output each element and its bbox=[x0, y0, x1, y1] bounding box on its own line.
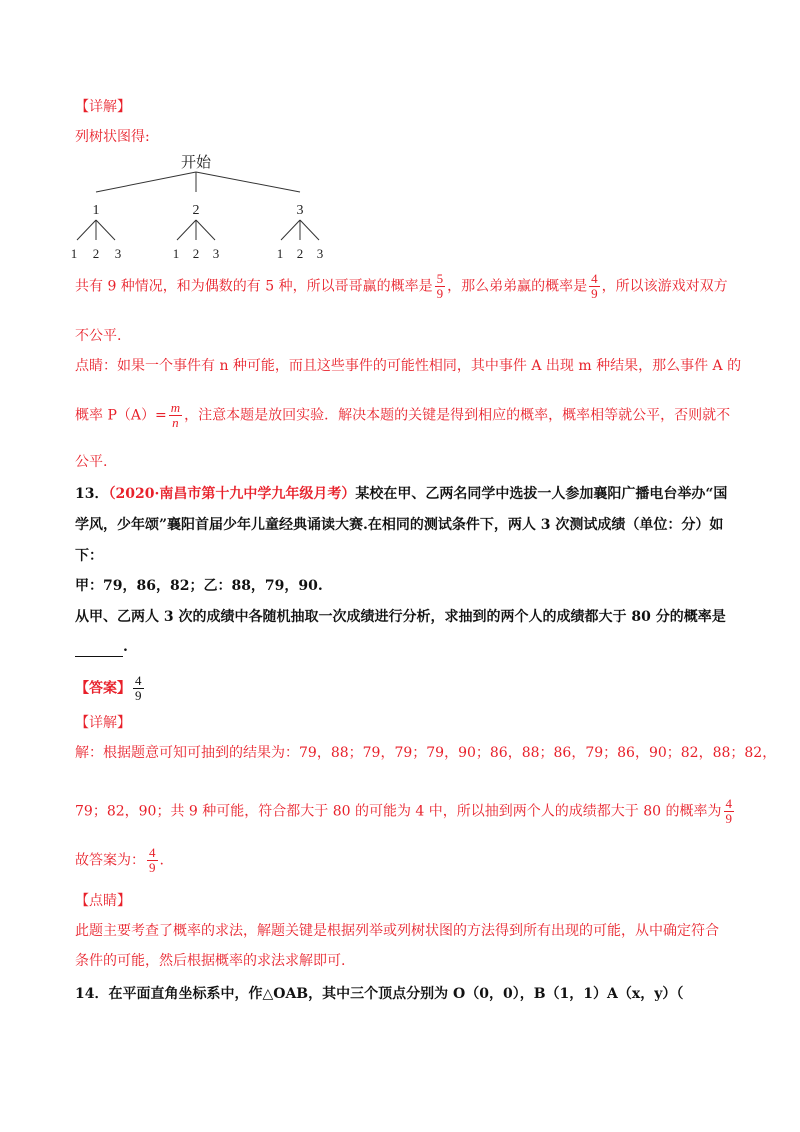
fraction-4-9: $\frac{4}{9}$ bbox=[149, 845, 156, 875]
para-text: ，那么弟弟赢的概率是 bbox=[447, 278, 588, 295]
detail-text: 79；82，90；共 9 种可能，符合都大于 80 的可能为 4 中，所以抽到两个人的成绩都大于 80 的概率为 bbox=[75, 803, 722, 820]
tree-edge bbox=[96, 172, 196, 192]
fraction-5-9: $\frac{5}{9}$ bbox=[436, 271, 444, 301]
tree-edge bbox=[281, 220, 300, 240]
tree-intro: 列树状图得: bbox=[75, 129, 150, 145]
tree-leaf: 1 bbox=[172, 246, 180, 261]
para-text: 共有 9 种情况，和为偶数的有 5 种，所以哥哥赢的概率是 bbox=[75, 278, 433, 295]
question-number: 13． bbox=[75, 486, 109, 502]
tip-heading: 【点睛】 bbox=[75, 893, 131, 909]
question-scores: 甲：79，86，82；乙：88，79，90. bbox=[75, 578, 323, 594]
fraction-4-9: $\frac{4}{9}$ bbox=[591, 271, 598, 301]
tree-edge bbox=[177, 220, 196, 240]
tree-root: 开始 bbox=[180, 155, 212, 171]
question-text: 学风，少年颂”襄阳首届少年儿童经典诵读大赛.在相同的测试条件下，两人 3 次测试成绩（单位：分）如 bbox=[75, 517, 724, 533]
tip-line: 条件的可能，然后根据概率的求法求解即可. bbox=[75, 953, 346, 969]
question-text: 从甲、乙两人 3 次的成绩中各随机抽取一次成绩进行分析，求抽到的两个人的成绩都大于 80 分的概率是 bbox=[75, 609, 726, 625]
answer-blank-line: . bbox=[75, 637, 128, 657]
tree-leaf: 2 bbox=[296, 246, 304, 261]
tip-text: ，注意本题是放回实验．解决本题的关键是得到相应的概率，概率相等就公平，否则就不 bbox=[184, 407, 731, 424]
detail-heading: 【详解】 bbox=[75, 99, 131, 115]
tree-leaf: 3 bbox=[212, 246, 220, 261]
tip-line: 点睛：如果一个事件有 n 种可能，而且这些事件的可能性相同，其中事件 A 出现 m 种结果，那么事件 A 的 bbox=[75, 358, 742, 374]
probability-paragraph bbox=[75, 272, 728, 301]
fraction-4-9: $\frac{4}{9}$ bbox=[725, 796, 732, 826]
answer-blank bbox=[75, 642, 123, 657]
question-13-line bbox=[75, 484, 727, 504]
answer-fraction: $\frac{4}{9}$ bbox=[135, 673, 142, 703]
tree-edge bbox=[96, 220, 115, 240]
detail-heading: 【详解】 bbox=[75, 715, 131, 731]
tree-edge bbox=[196, 220, 215, 240]
tip-line: 此题主要考查了概率的求法，解题关键是根据列举或列树状图的方法得到所有出现的可能，从中确定符合 bbox=[75, 923, 719, 939]
tree-node-1: 1 bbox=[92, 203, 100, 218]
para-text: ，所以该游戏对双方 bbox=[601, 278, 728, 295]
tree-leaf: 1 bbox=[70, 246, 78, 261]
tree-leaf: 2 bbox=[192, 246, 200, 261]
question-text: 某校在甲、乙两名同学中选拔一人参加襄阳广播电台举办“国 bbox=[355, 486, 728, 502]
tree-node-3: 3 bbox=[296, 203, 304, 218]
tree-leaf: 1 bbox=[276, 246, 284, 261]
tree-leaf: 3 bbox=[114, 246, 122, 261]
answer-label: 【答案】 bbox=[75, 680, 131, 697]
tip-line: 公平. bbox=[75, 454, 108, 470]
tree-edge bbox=[300, 220, 319, 240]
question-14-line: 14．在平面直角坐标系中，作△OAB，其中三个顶点分别为 O（0，0），B（1，1）A（x，y）（ bbox=[75, 986, 684, 1002]
detail-text: 故答案为： bbox=[75, 852, 145, 869]
tip-text: 概率 P（A）= bbox=[75, 407, 167, 424]
answer-line bbox=[75, 674, 146, 703]
detail-line: 解：根据题意可知可抽到的结果为：79，88；79，79；79，90；86，88；86，79；86，90；82，88；82， bbox=[75, 745, 777, 761]
tree-edge bbox=[77, 220, 96, 240]
tree-diagram bbox=[60, 150, 340, 262]
question-text: 下： bbox=[75, 548, 103, 564]
para-line: 不公平. bbox=[75, 328, 122, 344]
tip-formula-line bbox=[75, 401, 730, 430]
fraction-m-n: $\frac{m}{n}$ bbox=[170, 400, 181, 430]
tree-leaf: 2 bbox=[92, 246, 100, 261]
detail-answer-line: 故答案为： $\frac{4}{9}$ . bbox=[75, 845, 164, 875]
tree-leaf: 3 bbox=[316, 246, 324, 261]
tree-node-2: 2 bbox=[192, 203, 200, 218]
detail-line bbox=[75, 797, 736, 826]
question-source: （2020·南昌市第十九中学九年级月考） bbox=[108, 486, 356, 502]
tree-edge bbox=[196, 172, 300, 192]
